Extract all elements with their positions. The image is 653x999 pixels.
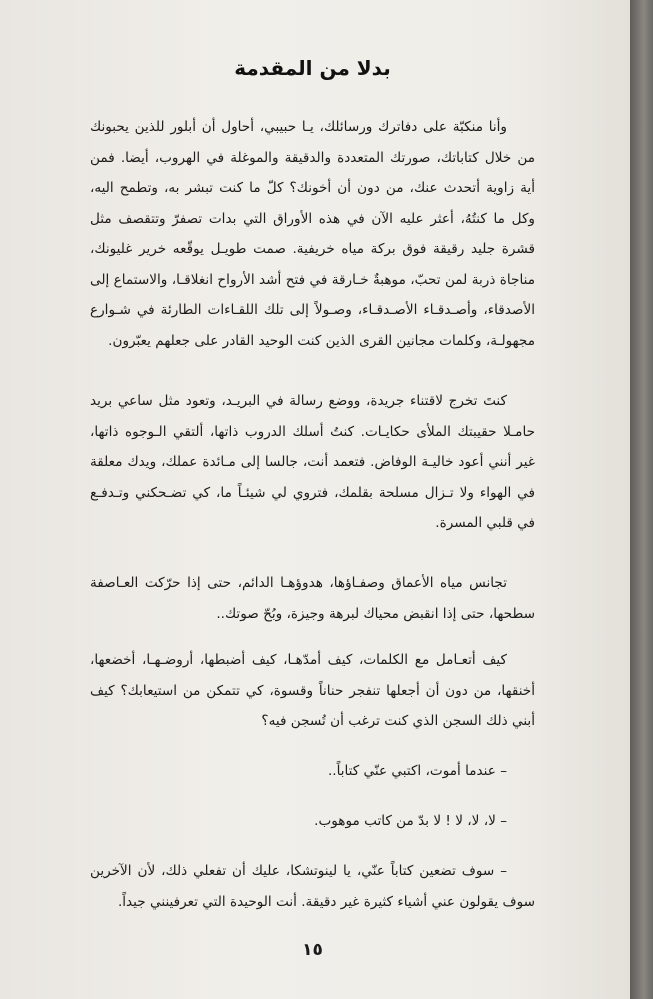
paragraph-3: تجانس مياه الأعماق وصفـاؤها، هدوؤهـا الدائم، حتى إذا حرّكت العـاصفة سطحها، حتى إذا انقبض محياك لبرهة وجيزة، وبُحّ صوتك.. xyxy=(90,575,535,622)
dialogue-line-2: – لا، لا، لا ! لا بدّ من كاتب موهوب. xyxy=(314,813,507,829)
paragraph-1: وأنا منكبّة على دفاترك ورسائلك، يـا حبيبي، أحاول أن أبلور للذين يحبونك من خلال كتاباتك، صورتك المتعددة والدقيقة والموغلة في الهروب، أيضا. فمن أية زاوية أتحدث عنك، من دون أن أخونك؟ كلّ ما كنت تبشر به، وتطمح اليه، وكل ما كنتُهُ، أعثر عليه الآن في هذه الأوراق التي بدات تصفرّ وتتقصف مثل قشرة جليد رقيقة فوق بركة مياه خريفية. صمت طويـل يوقّعه خرير غليونك، مناجاة ذربة لمن تحبّ، موهبةٌ خـارقة في فتح أشد الأرواح انغلاقـا، والاستماع إلى الأصدقاء، وأصـدقـاء الأصـدقـاء، وصـولاً إلى تلك اللقـاءات الطارئة في شـوارع مجهولـة، وكلمات مجانين القرى الذين كنت الوحيد القادر على جعلهم يعبّرون. xyxy=(90,119,535,349)
paragraph-4: كيف أتعـامل مع الكلمات، كيف أمدّهـا، كيف أضبطها، أروضـهـا، أخضعها، أخنقها، من دون أن أجعلها تنفجر حناناً وقسوة، كي تتمكن من استيعابك؟ كيف أبني ذلك السجن الذي كنت ترغب أن تُسجن فيه؟ xyxy=(90,652,535,729)
dialogue-line-3: – سوف تضعين كتاباً عنّي، يا لينوتشكا، عليك أن تفعلي ذلك، لأن الآخرين سوف يقولون عني أشياء كثيرة غير دقيقة. أنت الوحيدة التي تعرفينني جيداً. xyxy=(90,863,535,910)
paragraph-2: كنتَ تخرج لاقتناء جريدة، ووضع رسالة في البريـد، وتعود مثل ساعي بريد حامـلا حقيبتك الملأى حكايـات. كنتُ أسلك الدروب ذاتها، ألتقي الـوجوه ذاتها، غير أنني أعود خاليـة الوفاض. فتعمد أنت، جالسا إلى مـائدة عملك، ويدك معلقة في الهواء ولا تـزال مسلحة بقلمك، فتروي لي شيئـاً ما، كي تضـحكني وتـدفـع في قلبي المسرة. xyxy=(90,393,535,531)
page-edge-shadow xyxy=(630,0,653,999)
page-title: بدلا من المقدمة xyxy=(234,56,391,80)
page-number: ١٥ xyxy=(302,940,323,960)
dialogue-line-1: – عندما أموت، اكتبي عنّي كتاباً.. xyxy=(327,763,507,779)
